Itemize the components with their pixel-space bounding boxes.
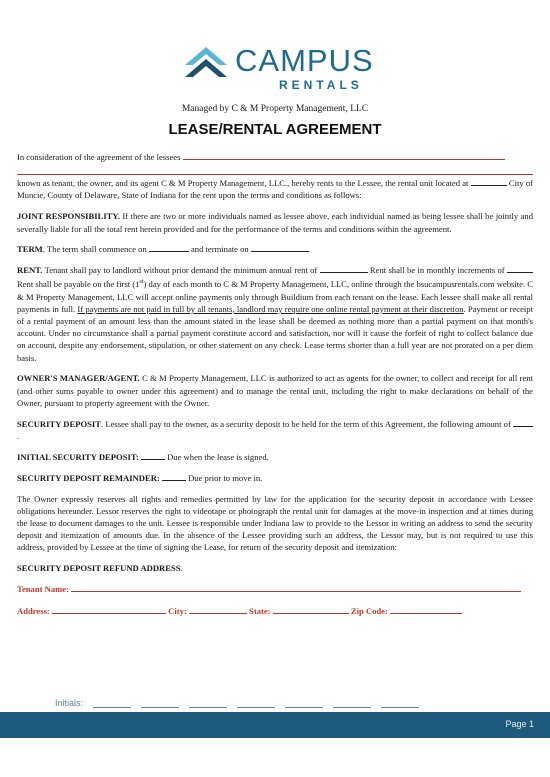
term-heading: TERM (17, 244, 43, 255)
rent-heading: RENT. (17, 265, 43, 276)
initials-field[interactable] (237, 699, 275, 708)
address-field[interactable] (52, 606, 166, 614)
initials-field[interactable] (333, 699, 371, 708)
joint-responsibility-paragraph: JOINT RESPONSIBILITY. If there are two or more individuals named as lessee above, each individual named as being lessee shall be jointly and severally liable for all the total rent herein provided and for the performance of the terms and conditions within the agreement. (17, 211, 533, 234)
initials-field[interactable] (189, 699, 227, 708)
initials-field[interactable] (141, 699, 179, 708)
refund-address-heading: SECURITY DEPOSIT REFUND ADDRESS. (17, 563, 183, 574)
deposit-heading: SECURITY DEPOSIT (17, 418, 101, 429)
term-end-field[interactable] (251, 244, 309, 252)
document-title: LEASE/RENTAL AGREEMENT (168, 121, 382, 138)
lessee-names-field[interactable] (183, 152, 505, 160)
rent-paragraph: RENT. Tenant shall pay to landlord without prior demand the minimum annual rent of Rent shall be in monthly increments of Rent shall be payable on the first (1st) day of each month to C & M Property Management, LLC, online through the bsucampusrentals.com website. C & M Property Management, LLC will accept online payments only through Buildium from each tenant on the lease. Each lessee shall make all rental payments in full. If payments are not paid in full by all tenants, landlord may require one online rental payment at their discretion. Payment or receipt of a rental payment of an amount less than the amount stated in the lease shall be deemed as nothing more than a partial payment on that month's account. Under no circumstance shall a partial payment constitute accord and satisfaction, nor will it cause the forfeit of right to collect balance due on account, despite any endorsement, stipulation, or other statement on any check. Lease terms shorter than a full year are not prorated on a per diem basis. (17, 265, 533, 363)
zip-field[interactable] (390, 606, 462, 614)
logo-wordmark: CAMPUS (235, 43, 374, 78)
intro-paragraph: known as tenant, the owner, and its agent C & M Property Management, LLC., hereby rents to the Lessee, the rental unit located at City of Muncie, County of Delaware, State of Indiana for the rent upon the terms and conditions as follows: (17, 178, 533, 201)
deposit-remainder-line: SECURITY DEPOSIT REMAINDER: Due prior to move in. (17, 472, 263, 483)
rent-underlined-clause: If payments are not paid in full by all tenants, landlord may require one online rental payment at their discretion (77, 303, 464, 314)
initial-deposit-line: INITIAL SECURITY DEPOSIT: Due when the lease is signed. (17, 451, 269, 462)
campus-rentals-logo (183, 41, 383, 101)
lessee-names-field-2[interactable] (17, 163, 533, 175)
remainder-deposit-field[interactable] (162, 473, 186, 481)
page-footer (0, 712, 550, 738)
initials-label: Initials: (55, 698, 84, 708)
address-row: Address: City: State: Zip Code: (17, 605, 533, 617)
owner-reserves-paragraph: The Owner expressly reserves all rights and remedies permitted by law for the application for the security deposit in accordance with Lessee obligations hereunder. Lessor reserves the right to videotape or photograph the rental unit for damages at the move-in inspection and at times during the lease to document damages to the unit. Lessee is responsible under Indiana law to provide to the Lessor in writing an address to send the security deposit and itemization of amounts due. In the absence of the Lessee providing such an address, the Lessor may, but is not required to use this address, provided by Lessee at the time of signing the Lease, for return of the security deposit and itemization: (17, 493, 533, 553)
initials-row (55, 698, 419, 708)
term-paragraph: TERM. The term shall commence on and terminate on (17, 243, 533, 255)
monthly-rent-field[interactable] (507, 265, 533, 273)
initial-deposit-field[interactable] (141, 452, 165, 460)
initials-field[interactable] (381, 699, 419, 708)
owner-agent-paragraph: OWNER'S MANAGER/AGENT. C & M Property Management, LLC is authorized to act as agents for the owner, to collect and receipt for all rent (and other sums payable to owner under this agreement) and to manage the rental unit, including the right to make declarations on behalf of the Owner, pursuant to property agreement with the Owner. (17, 373, 533, 408)
tenant-name-field[interactable] (71, 584, 521, 592)
agreement-body (17, 151, 533, 626)
state-field[interactable] (273, 606, 349, 614)
logo-subtext: RENTALS (279, 78, 363, 92)
term-start-field[interactable] (149, 244, 189, 252)
tenant-name-row: Tenant Name: (17, 583, 533, 595)
intro-lead: In consideration of the agreement of the lessees (17, 151, 533, 163)
initials-field[interactable] (93, 699, 131, 708)
managed-by-line: Managed by C & M Property Management, LLC (181, 104, 369, 114)
page-number: Page 1 (505, 719, 534, 729)
deposit-amount-field[interactable] (513, 419, 533, 427)
city-field[interactable] (189, 606, 247, 614)
joint-heading: JOINT RESPONSIBILITY. (17, 211, 120, 222)
initials-field[interactable] (285, 699, 323, 708)
annual-rent-field[interactable] (320, 265, 368, 273)
house-roof-icon (183, 45, 229, 91)
owner-heading: OWNER'S MANAGER/AGENT. (17, 373, 140, 384)
security-deposit-paragraph: SECURITY DEPOSIT. Lessee shall pay to the owner, as a security deposit to be held for the term of this Agreement, the following amount of . (17, 418, 533, 442)
unit-address-field[interactable] (471, 178, 507, 186)
